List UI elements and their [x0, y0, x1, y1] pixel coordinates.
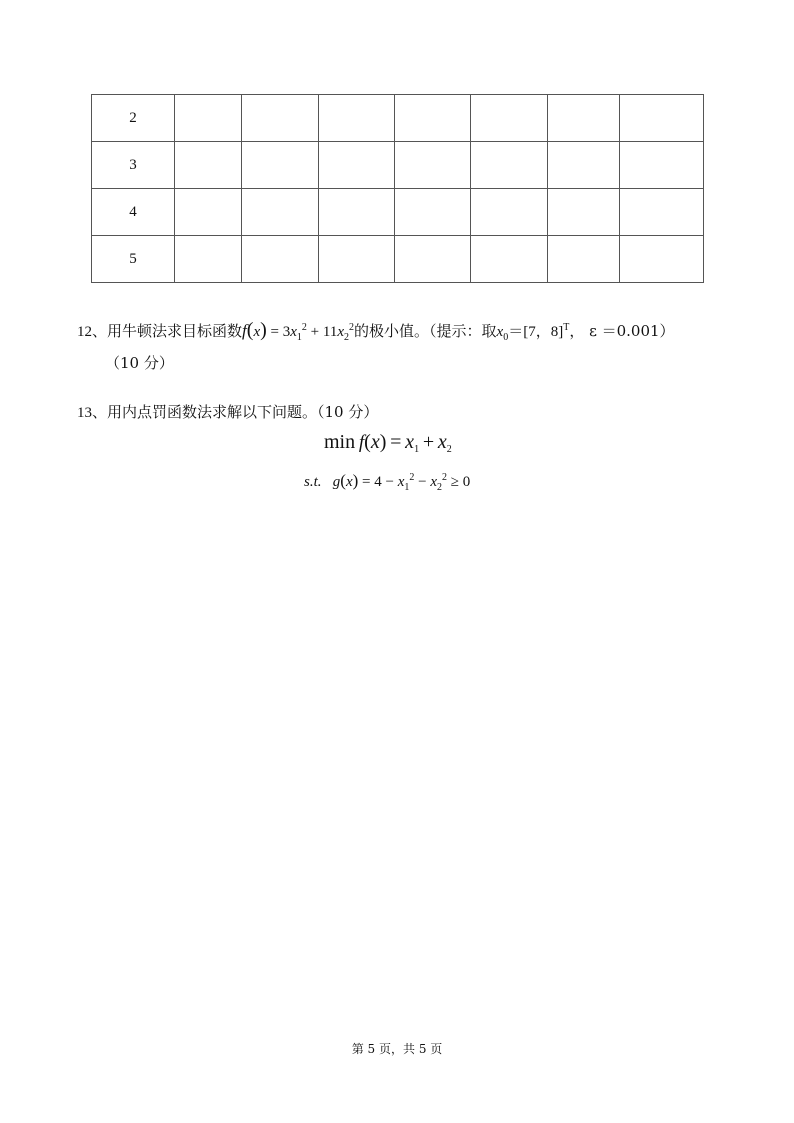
- row-label: 3: [92, 142, 175, 189]
- question-12-points: （10 分）: [105, 354, 174, 372]
- table-cell: [620, 95, 704, 142]
- table-cell: [175, 236, 242, 283]
- row-label: 4: [92, 189, 175, 236]
- table-cell: [620, 142, 704, 189]
- table-cell: [319, 189, 395, 236]
- table-row: [92, 142, 704, 189]
- table-cell: [175, 189, 242, 236]
- row-label: 2: [92, 95, 175, 142]
- table-cell: [395, 142, 471, 189]
- table-cell: [471, 236, 548, 283]
- objective-equation: $\min f(x) = x_1 + x_2$: [324, 431, 452, 455]
- table-cell: [242, 95, 319, 142]
- answer-table: [91, 94, 704, 283]
- table-cell: [548, 236, 620, 283]
- table-cell: [175, 142, 242, 189]
- table-cell: [242, 189, 319, 236]
- table-cell: [395, 95, 471, 142]
- table-cell: [395, 189, 471, 236]
- table-cell: [548, 142, 620, 189]
- table-row: [92, 236, 704, 283]
- table-cell: [548, 95, 620, 142]
- table-cell: [471, 142, 548, 189]
- constraint-equation: s.t. $g(x) = 4 - x_1^2 - x_2^2 \ge 0$: [304, 471, 471, 493]
- table-cell: [319, 142, 395, 189]
- table-cell: [620, 189, 704, 236]
- row-label: 5: [92, 236, 175, 283]
- table-cell: [319, 95, 395, 142]
- question-13: 13、用内点罚函数法求解以下问题。（10 分）: [77, 403, 379, 421]
- table-cell: [319, 236, 395, 283]
- table-cell: [471, 189, 548, 236]
- table-cell: [620, 236, 704, 283]
- table-cell: [242, 142, 319, 189]
- table-cell: [242, 236, 319, 283]
- objective-function: $f(x) = 3x_1^2 + 11x_2^2$: [242, 319, 355, 343]
- page-footer: 第 5 页，共 5 页: [351, 1042, 443, 1056]
- question-12: 12、用牛顿法求目标函数$f(x) = 3x_1^2 + 11x_2^2$的极小值。（提示：取$x_0=[7$，8]$^T$， ε ＝0.001）: [77, 319, 675, 343]
- table-row: [92, 95, 704, 142]
- table-cell: [548, 189, 620, 236]
- table-row: [92, 189, 704, 236]
- table-cell: [395, 236, 471, 283]
- table-cell: [175, 95, 242, 142]
- table-cell: [471, 95, 548, 142]
